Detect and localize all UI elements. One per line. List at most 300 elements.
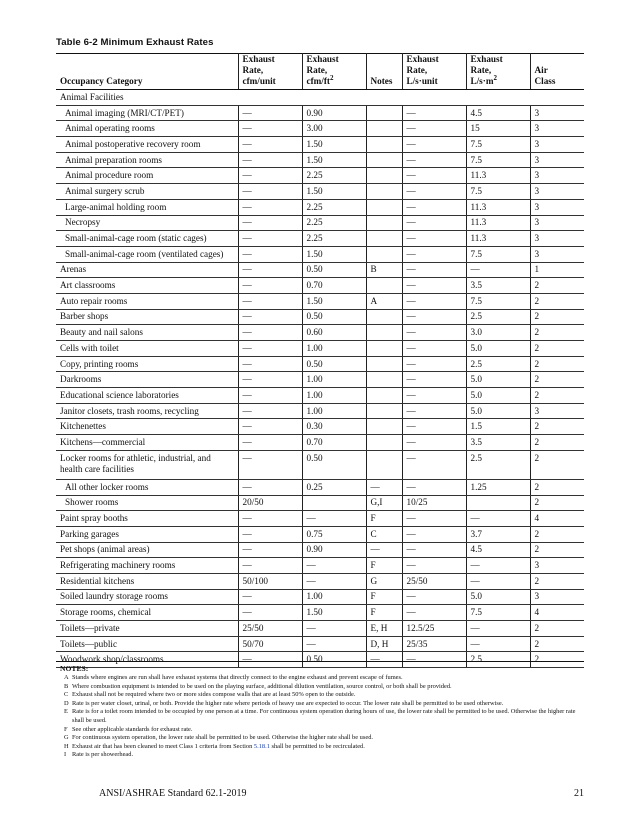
cfm-ft2-cell: 2.25: [302, 215, 366, 231]
note-text: Stands where engines are run shall have exhaust systems that directly connect to the engine exhaust and prevent escape of fumes.: [72, 674, 403, 681]
ls-m2-cell: 3.5: [466, 435, 530, 451]
air-class-cell: 3: [530, 403, 584, 419]
cfm-ft2-cell: 0.50: [302, 262, 366, 278]
ls-m2-cell: 7.5: [466, 152, 530, 168]
notes-cell: —: [366, 479, 402, 495]
notes-cell: A: [366, 293, 402, 309]
air-class-cell: 2: [530, 542, 584, 558]
notes-cell: [366, 419, 402, 435]
air-class-cell: 2: [530, 526, 584, 542]
air-class-cell: 2: [530, 495, 584, 511]
air-class-cell: 2: [530, 636, 584, 652]
cfm-ft2-cell: 0.50: [302, 450, 366, 479]
category-cell: Pet shops (animal areas): [56, 542, 238, 558]
note-item: [60, 734, 584, 743]
note-item: [60, 700, 584, 709]
ls-m2-cell: 5.0: [466, 403, 530, 419]
ls-unit-cell: 25/50: [402, 573, 466, 589]
category-cell: Parking garages: [56, 526, 238, 542]
air-class-cell: 2: [530, 293, 584, 309]
header-rate-ls-m2: Exhaust Rate, $L/s\cdot m^2$: [466, 54, 530, 90]
air-class-cell: 3: [530, 199, 584, 215]
note-item: [60, 743, 584, 752]
cfm-ft2-cell: 0.75: [302, 526, 366, 542]
cfm-unit-cell: —: [238, 450, 302, 479]
ls-unit-cell: —: [402, 278, 466, 294]
notes-cell: [366, 356, 402, 372]
category-cell: Animal surgery scrub: [56, 184, 238, 200]
notes-cell: C: [366, 526, 402, 542]
cfm-ft2-cell: 1.50: [302, 605, 366, 621]
air-class-cell: 2: [530, 341, 584, 357]
note-letter: B: [64, 682, 69, 690]
ls-unit-cell: —: [402, 325, 466, 341]
air-class-cell: 3: [530, 137, 584, 153]
air-class-cell: 2: [530, 450, 584, 479]
air-class-cell: 3: [530, 215, 584, 231]
cfm-ft2-cell: 0.25: [302, 479, 366, 495]
ls-unit-cell: 12.5/25: [402, 621, 466, 637]
table-row: [56, 215, 584, 231]
category-cell: Paint spray booths: [56, 511, 238, 527]
category-cell: Animal preparation rooms: [56, 152, 238, 168]
category-cell: Storage rooms, chemical: [56, 605, 238, 621]
cfm-unit-cell: —: [238, 105, 302, 121]
cfm-ft2-cell: 1.50: [302, 184, 366, 200]
cfm-unit-cell: —: [238, 168, 302, 184]
table-row: [56, 262, 584, 278]
header-rate-cfm-unit: Exhaust Rate, cfm/unit: [238, 54, 302, 90]
air-class-cell: 2: [530, 652, 584, 668]
ls-m2-cell: 7.5: [466, 184, 530, 200]
cfm-unit-cell: —: [238, 605, 302, 621]
header-air-class: Air Class: [530, 54, 584, 90]
category-cell: Soiled laundry storage rooms: [56, 589, 238, 605]
notes-cell: F: [366, 589, 402, 605]
cfm-unit-cell: —: [238, 341, 302, 357]
notes-cell: [366, 231, 402, 247]
cfm-unit-cell: —: [238, 293, 302, 309]
ls-m2-cell: 2.5: [466, 652, 530, 668]
air-class-cell: 3: [530, 231, 584, 247]
table-row: [56, 450, 584, 479]
table-row: [56, 137, 584, 153]
cfm-unit-cell: —: [238, 199, 302, 215]
cfm-ft2-cell: 1.00: [302, 372, 366, 388]
category-cell: Auto repair rooms: [56, 293, 238, 309]
category-cell: Locker rooms for athletic, industrial, and health care facilities: [56, 450, 238, 479]
table-row: [56, 341, 584, 357]
cfm-unit-cell: —: [238, 388, 302, 404]
table-row: [56, 168, 584, 184]
notes-cell: [366, 450, 402, 479]
notes-cell: [366, 121, 402, 137]
ls-m2-cell: 4.5: [466, 105, 530, 121]
air-class-cell: 2: [530, 278, 584, 294]
ls-m2-cell: 1.5: [466, 419, 530, 435]
air-class-cell: 2: [530, 479, 584, 495]
table-row: [56, 184, 584, 200]
cfm-unit-cell: —: [238, 215, 302, 231]
notes-cell: [366, 372, 402, 388]
ls-m2-cell: —: [466, 558, 530, 574]
cfm-unit-cell: —: [238, 262, 302, 278]
air-class-cell: 3: [530, 558, 584, 574]
ls-unit-cell: —: [402, 215, 466, 231]
air-class-cell: 2: [530, 435, 584, 451]
category-cell: Toilets—private: [56, 621, 238, 637]
air-class-cell: 3: [530, 184, 584, 200]
note-text: Where combustion equipment is intended to be used on the playing surface, additional dilution ventilation, source control, or both shall be provided.: [72, 682, 452, 690]
note-letter: I: [64, 751, 67, 759]
ls-m2-cell: —: [466, 511, 530, 527]
ls-unit-cell: —: [402, 341, 466, 357]
note-letter: F: [64, 725, 68, 733]
air-class-cell: 2: [530, 309, 584, 325]
table-row: [56, 325, 584, 341]
notes-cell: [366, 278, 402, 294]
ls-m2-cell: 2.5: [466, 450, 530, 479]
note-letter: D: [64, 699, 69, 707]
cfm-ft2-cell: 1.00: [302, 388, 366, 404]
cfm-ft2-cell: —: [302, 558, 366, 574]
air-class-cell: 3: [530, 121, 584, 137]
notes-cell: F: [366, 511, 402, 527]
ls-unit-cell: —: [402, 309, 466, 325]
cfm-ft2-cell: 0.70: [302, 278, 366, 294]
cfm-unit-cell: —: [238, 419, 302, 435]
cfm-unit-cell: —: [238, 152, 302, 168]
ls-unit-cell: —: [402, 558, 466, 574]
table-row: [56, 372, 584, 388]
notes-cell: [366, 388, 402, 404]
note-item: [60, 691, 584, 700]
ls-unit-cell: —: [402, 372, 466, 388]
category-cell: Cells with toilet: [56, 341, 238, 357]
ls-unit-cell: —: [402, 652, 466, 668]
ls-unit-cell: —: [402, 262, 466, 278]
notes-cell: [366, 341, 402, 357]
notes-cell: [366, 105, 402, 121]
table-row: [56, 309, 584, 325]
notes-cell: —: [366, 542, 402, 558]
table-row: [56, 526, 584, 542]
cfm-unit-cell: —: [238, 121, 302, 137]
cfm-unit-cell: —: [238, 542, 302, 558]
table-row: [56, 356, 584, 372]
ls-unit-cell: —: [402, 231, 466, 247]
note-item: [60, 683, 584, 692]
table-row: [56, 589, 584, 605]
header-occupancy-category: Occupancy Category: [56, 54, 238, 90]
notes-cell: G: [366, 573, 402, 589]
ls-unit-cell: —: [402, 184, 466, 200]
notes-cell: [366, 325, 402, 341]
air-class-cell: 2: [530, 325, 584, 341]
category-cell: Beauty and nail salons: [56, 325, 238, 341]
table-row: [56, 293, 584, 309]
category-cell: Copy, printing rooms: [56, 356, 238, 372]
air-class-cell: 3: [530, 105, 584, 121]
ls-m2-cell: 3.5: [466, 278, 530, 294]
ls-unit-cell: —: [402, 450, 466, 479]
cfm-unit-cell: —: [238, 231, 302, 247]
category-cell: Janitor closets, trash rooms, recycling: [56, 403, 238, 419]
table-row: [56, 636, 584, 652]
header-notes: Notes: [366, 54, 402, 90]
footer-standard: ANSI/ASHRAE Standard 62.1-2019: [99, 788, 247, 799]
ls-unit-cell: —: [402, 356, 466, 372]
category-cell: Animal postoperative recovery room: [56, 137, 238, 153]
cfm-unit-cell: —: [238, 184, 302, 200]
note-letter: A: [64, 674, 69, 681]
table-row: [56, 121, 584, 137]
category-cell: Kitchens—commercial: [56, 435, 238, 451]
note-text: Rate is per water closet, urinal, or both. Provide the higher rate where periods of heavy use are expected to occur. The lower rate shall be permitted to be used otherwise.: [72, 699, 504, 707]
category-cell: Animal imaging (MRI/CT/PET): [56, 105, 238, 121]
cfm-ft2-cell: —: [302, 636, 366, 652]
cfm-ft2-cell: 1.50: [302, 152, 366, 168]
air-class-cell: 2: [530, 621, 584, 637]
table-row: [56, 605, 584, 621]
ls-m2-cell: 3.7: [466, 526, 530, 542]
cfm-ft2-cell: —: [302, 573, 366, 589]
notes-cell: D, H: [366, 636, 402, 652]
ls-unit-cell: —: [402, 526, 466, 542]
ls-unit-cell: —: [402, 199, 466, 215]
ls-unit-cell: —: [402, 168, 466, 184]
ls-m2-cell: 2.5: [466, 309, 530, 325]
cfm-unit-cell: —: [238, 372, 302, 388]
ls-m2-cell: 11.3: [466, 215, 530, 231]
table-title: Table 6-2 Minimum Exhaust Rates: [56, 37, 214, 48]
notes-cell: —: [366, 652, 402, 668]
note-item: [60, 708, 584, 725]
cfm-ft2-cell: 0.50: [302, 309, 366, 325]
cfm-ft2-cell: 1.00: [302, 589, 366, 605]
ls-m2-cell: 7.5: [466, 293, 530, 309]
cfm-unit-cell: —: [238, 137, 302, 153]
ls-m2-cell: —: [466, 621, 530, 637]
category-cell: Animal operating rooms: [56, 121, 238, 137]
cfm-unit-cell: 20/50: [238, 495, 302, 511]
air-class-cell: 3: [530, 246, 584, 262]
category-cell: Small-animal-cage room (ventilated cages): [56, 246, 238, 262]
category-cell: Woodwork shop/classrooms: [56, 652, 238, 668]
ls-m2-cell: 5.0: [466, 372, 530, 388]
notes-cell: [366, 152, 402, 168]
ls-unit-cell: —: [402, 435, 466, 451]
air-class-cell: 2: [530, 372, 584, 388]
cfm-ft2-cell: 2.25: [302, 231, 366, 247]
air-class-cell: 2: [530, 356, 584, 372]
table-row: [56, 558, 584, 574]
table-row: [56, 419, 584, 435]
note-letter: H: [64, 742, 69, 750]
air-class-cell: 3: [530, 168, 584, 184]
table-row: [56, 573, 584, 589]
table-row: [56, 495, 584, 511]
cfm-ft2-cell: 2.25: [302, 199, 366, 215]
table-row: [56, 435, 584, 451]
table-row: [56, 152, 584, 168]
air-class-cell: 2: [530, 573, 584, 589]
ls-unit-cell: —: [402, 137, 466, 153]
cfm-ft2-cell: 0.30: [302, 419, 366, 435]
ls-m2-cell: 5.0: [466, 388, 530, 404]
ls-unit-cell: —: [402, 605, 466, 621]
notes-cell: [366, 403, 402, 419]
air-class-cell: 3: [530, 152, 584, 168]
group-label: Animal Facilities: [56, 90, 584, 106]
group-row-animal-facilities: [56, 90, 584, 106]
header-rate-cfm-ft2: Exhaust Rate, cfm/$ft^2$: [302, 54, 366, 90]
ls-m2-cell: —: [466, 573, 530, 589]
cfm-ft2-cell: 0.60: [302, 325, 366, 341]
note-item: [60, 674, 584, 683]
section-link[interactable]: 5.18.1: [253, 742, 270, 750]
category-cell: Art classrooms: [56, 278, 238, 294]
ls-unit-cell: —: [402, 152, 466, 168]
notes-cell: E, H: [366, 621, 402, 637]
ls-m2-cell: 5.0: [466, 341, 530, 357]
category-cell: Barber shops: [56, 309, 238, 325]
ls-unit-cell: —: [402, 293, 466, 309]
ls-unit-cell: —: [402, 479, 466, 495]
cfm-unit-cell: —: [238, 511, 302, 527]
cfm-ft2-cell: 0.70: [302, 435, 366, 451]
ls-m2-cell: 15: [466, 121, 530, 137]
ls-m2-cell: 5.0: [466, 589, 530, 605]
cfm-ft2-cell: 0.90: [302, 542, 366, 558]
cfm-ft2-cell: 2.25: [302, 168, 366, 184]
note-text: Exhaust air that has been cleaned to meet Class 1 criteria from Section: [72, 742, 254, 750]
ls-m2-cell: 3.0: [466, 325, 530, 341]
cfm-ft2-cell: 0.50: [302, 356, 366, 372]
cfm-unit-cell: —: [238, 246, 302, 262]
notes-cell: B: [366, 262, 402, 278]
notes-cell: G,I: [366, 495, 402, 511]
category-cell: Animal procedure room: [56, 168, 238, 184]
cfm-unit-cell: 50/100: [238, 573, 302, 589]
category-cell: Toilets—public: [56, 636, 238, 652]
ls-m2-cell: 7.5: [466, 605, 530, 621]
cfm-unit-cell: 50/70: [238, 636, 302, 652]
notes-cell: [366, 168, 402, 184]
ls-unit-cell: 10/25: [402, 495, 466, 511]
cfm-unit-cell: —: [238, 403, 302, 419]
air-class-cell: 4: [530, 511, 584, 527]
ls-m2-cell: —: [466, 636, 530, 652]
table-row: [56, 621, 584, 637]
category-cell: Kitchenettes: [56, 419, 238, 435]
table-row: [56, 105, 584, 121]
note-text: See other applicable standards for exhaust rate.: [72, 725, 193, 733]
cfm-ft2-cell: 1.50: [302, 293, 366, 309]
cfm-unit-cell: —: [238, 558, 302, 574]
notes-cell: [366, 137, 402, 153]
header-rate-ls-unit: Exhaust Rate, L/s·unit: [402, 54, 466, 90]
table-header-row: [56, 54, 584, 90]
cfm-unit-cell: —: [238, 325, 302, 341]
note-text: Exhaust shall not be required where two or more sides compose walls that are at least 50% open to the outside.: [72, 691, 356, 699]
cfm-ft2-cell: 0.50: [302, 652, 366, 668]
table-row: [56, 246, 584, 262]
cfm-unit-cell: —: [238, 652, 302, 668]
ls-unit-cell: —: [402, 589, 466, 605]
note-text: For continuous system operation, the lower rate shall be permitted to be used. Otherwise the higher rate shall be used.: [72, 734, 373, 742]
notes-list: [56, 674, 584, 760]
category-cell: Large-animal holding room: [56, 199, 238, 215]
note-text: Rate is for a toilet room intended to be occupied by one person at a time. For continuous system operation during hours of use, the lower rate shall be permitted to be used. Otherwise the higher rate shall be used.: [72, 708, 576, 724]
cfm-unit-cell: —: [238, 309, 302, 325]
table-row: [56, 278, 584, 294]
cfm-ft2-cell: 1.00: [302, 341, 366, 357]
ls-unit-cell: —: [402, 105, 466, 121]
note-letter: G: [64, 734, 69, 742]
ls-m2-cell: [466, 495, 530, 511]
ls-m2-cell: 2.5: [466, 356, 530, 372]
category-cell: Darkrooms: [56, 372, 238, 388]
ls-unit-cell: —: [402, 419, 466, 435]
note-letter: E: [64, 708, 68, 716]
cfm-unit-cell: —: [238, 278, 302, 294]
ls-unit-cell: —: [402, 542, 466, 558]
category-cell: Refrigerating machinery rooms: [56, 558, 238, 574]
table-row: [56, 231, 584, 247]
table-row: [56, 199, 584, 215]
air-class-cell: 2: [530, 419, 584, 435]
cfm-ft2-cell: 3.00: [302, 121, 366, 137]
cfm-unit-cell: —: [238, 435, 302, 451]
ls-m2-cell: —: [466, 262, 530, 278]
cfm-unit-cell: —: [238, 526, 302, 542]
cfm-unit-cell: —: [238, 479, 302, 495]
note-text: shall be permitted to be recirculated.: [269, 742, 365, 750]
ls-m2-cell: 11.3: [466, 199, 530, 215]
category-cell: Arenas: [56, 262, 238, 278]
notes-cell: [366, 215, 402, 231]
table-row: [56, 479, 584, 495]
table-row: [56, 542, 584, 558]
air-class-cell: 1: [530, 262, 584, 278]
table-row: [56, 388, 584, 404]
category-cell: Small-animal-cage room (static cages): [56, 231, 238, 247]
ls-unit-cell: —: [402, 403, 466, 419]
page-number: 21: [574, 788, 584, 799]
notes-cell: [366, 199, 402, 215]
ls-m2-cell: 7.5: [466, 137, 530, 153]
cfm-ft2-cell: 1.00: [302, 403, 366, 419]
cfm-ft2-cell: —: [302, 511, 366, 527]
exhaust-rates-table: [56, 53, 584, 668]
ls-unit-cell: —: [402, 121, 466, 137]
ls-unit-cell: 25/35: [402, 636, 466, 652]
air-class-cell: 4: [530, 605, 584, 621]
cfm-ft2-cell: 1.50: [302, 246, 366, 262]
notes-cell: F: [366, 558, 402, 574]
air-class-cell: 2: [530, 388, 584, 404]
ls-unit-cell: —: [402, 511, 466, 527]
cfm-ft2-cell: 1.50: [302, 137, 366, 153]
note-item: [60, 726, 584, 735]
category-cell: Residential kitchens: [56, 573, 238, 589]
ls-unit-cell: —: [402, 246, 466, 262]
ls-unit-cell: —: [402, 388, 466, 404]
cfm-unit-cell: —: [238, 589, 302, 605]
notes-cell: F: [366, 605, 402, 621]
notes-cell: [366, 309, 402, 325]
